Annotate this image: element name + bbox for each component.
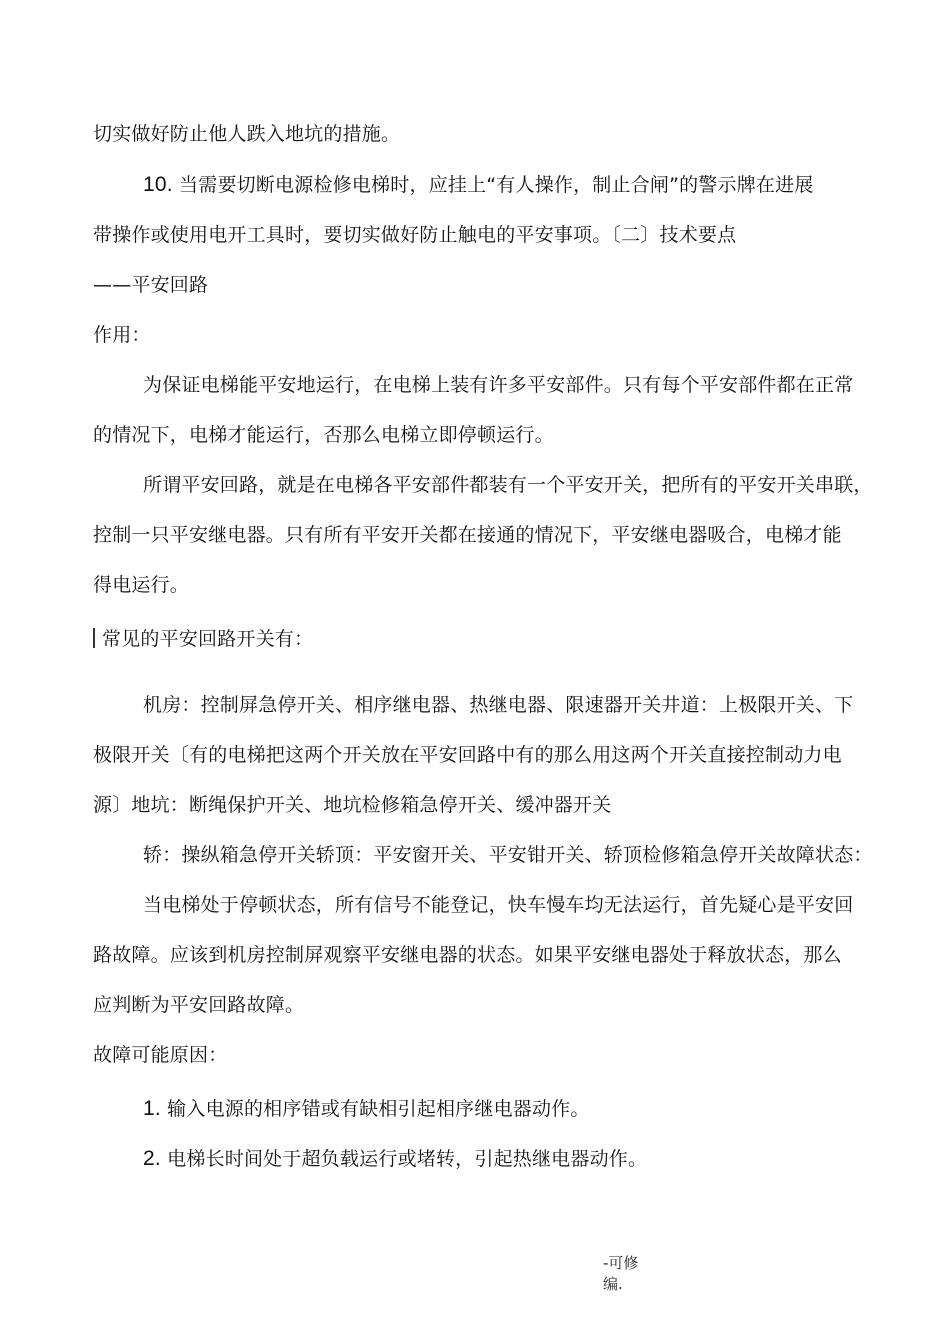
- text-line: 应判断为平安回路故障。: [93, 994, 305, 1016]
- text-line: 所谓平安回路，就是在电梯各平安部件都装有一个平安开关，把所有的平安开关串联，: [143, 474, 873, 496]
- text-line: 切实做好防止他人跌入地坑的措施。: [93, 123, 401, 145]
- item-number: 1.: [143, 1097, 161, 1120]
- item-text: 电梯长时间处于超负载运行或堵转，引起热继电器动作。: [167, 1148, 648, 1170]
- text-line: 的情况下，电梯才能运行，否那么电梯立即停顿运行。: [93, 424, 554, 446]
- text-line: 机房：控制屏急停开关、相序继电器、热继电器、限速器开关井道：上极限开关、下: [143, 694, 854, 716]
- text-line: 当电梯处于停顿状态，所有信号不能登记，快车慢车均无法运行，首先疑心是平安回: [143, 894, 854, 916]
- text-line: 控制一只平安继电器。只有所有平安开关都在接通的情况下，平安继电器吸合，电梯才能: [93, 524, 842, 546]
- text-line: 得电运行。: [93, 574, 190, 596]
- text-line: 带操作或使用电开工具时，要切实做好防止触电的平安事项。〔二〕技术要点: [93, 224, 737, 246]
- footer-line-1: -可修: [603, 1254, 639, 1272]
- text-line: 源〕地坑：断绳保护开关、地坑检修箱急停开关、缓冲器开关: [93, 794, 612, 816]
- text-line: 路故障。应该到机房控制屏观察平安继电器的状态。如果平安继电器处于释放状态，那么: [93, 944, 842, 966]
- item-text: 当需要切断电源检修电梯时，应挂上“有人操作，制止合闸”的警示牌在进展: [179, 174, 814, 196]
- item-number: 10.: [143, 173, 173, 196]
- numbered-item-10: [143, 172, 814, 198]
- item-text: 输入电源的相序错或有缺相引起相序继电器动作。: [167, 1098, 590, 1120]
- section-heading: ——平安回路: [93, 274, 209, 296]
- text-line: 故障可能原因：: [93, 1044, 228, 1066]
- list-heading: [93, 626, 313, 652]
- item-number: 2.: [143, 1147, 161, 1170]
- text-line: 为保证电梯能平安地运行，在电梯上装有许多平安部件。只有每个平安部件都在正常: [143, 374, 854, 396]
- numbered-item-1: [143, 1096, 590, 1122]
- footer-line-2: 编.: [603, 1275, 623, 1293]
- list-heading-text: 常见的平安回路开关有：: [102, 628, 314, 650]
- numbered-item-2: [143, 1146, 647, 1172]
- text-line: 极限开关〔有的电梯把这两个开关放在平安回路中有的那么用这两个开关直接控制动力电: [93, 744, 842, 766]
- text-line: 作用：: [93, 324, 151, 346]
- vertical-bar-mark: [93, 628, 95, 648]
- text-line: 轿：操纵箱急停开关轿顶：平安窗开关、平安钳开关、轿顶检修箱急停开关故障状态：: [143, 844, 873, 866]
